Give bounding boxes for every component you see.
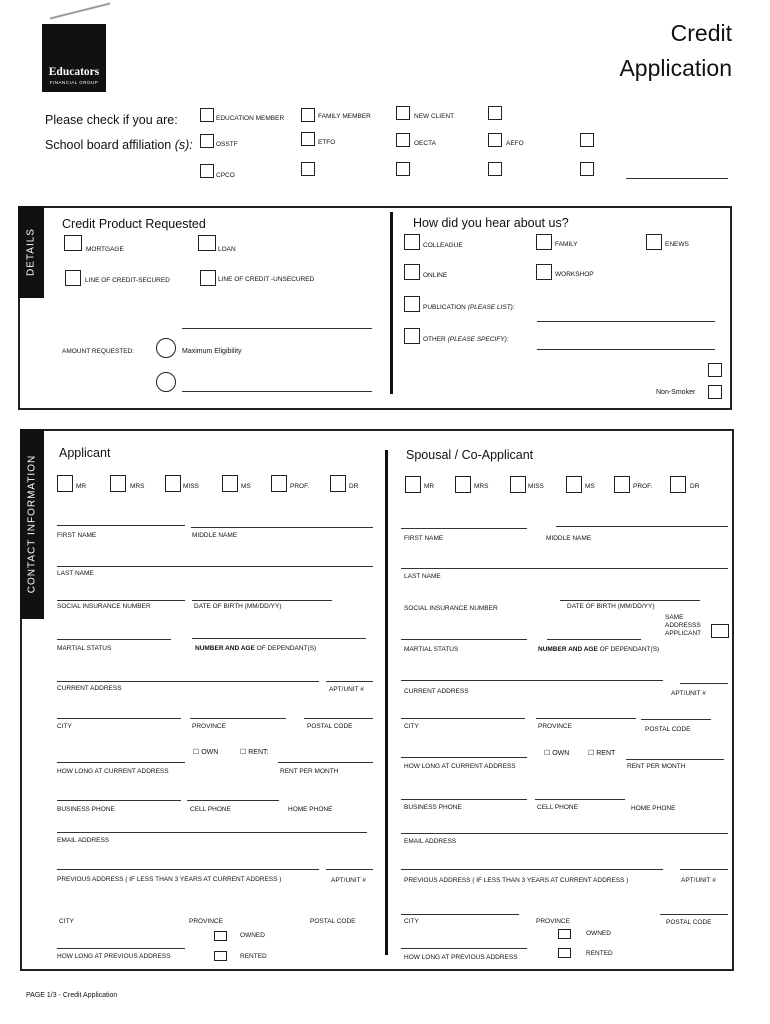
logo-subtitle: FINANCIAL GROUP [49,80,99,85]
spouse-mrs-checkbox[interactable] [455,476,471,493]
applicant-how-long-previous-line[interactable] [57,948,185,949]
applicant-last-name-label: LAST NAME [57,570,94,577]
online-checkbox[interactable] [404,264,420,280]
spouse-dependants-label: NUMBER AND AGE OF DEPENDANT(S) [538,646,660,653]
spouse-rent-option[interactable]: ☐ RENT [588,750,616,757]
applicant-email-label: EMAIL ADDRESS [57,837,110,844]
spouse-miss-label: MISS [528,483,544,490]
spouse-home-phone-label: HOME PHONE [631,805,676,812]
extra-checkbox[interactable] [488,106,502,120]
details-divider [390,212,393,394]
applicant-first-name-line[interactable] [57,525,185,526]
page-footer: PAGE 1/3 - Credit Application [26,992,118,999]
applicant-how-long-previous-label: HOW LONG AT PREVIOUS ADDRESS [57,953,171,960]
page-title-line2: Application [619,55,732,81]
applicant-ms-label: MS [241,483,251,490]
spouse-previous-city-label: CITY [404,918,419,925]
non-smoker-checkbox[interactable] [708,385,722,399]
aefo-checkbox[interactable] [488,133,502,147]
educators-logo [42,24,106,92]
affiliation-other-line[interactable] [626,178,728,179]
spouse-dr-checkbox[interactable] [670,476,686,493]
contact-tab: CONTACT INFORMATION [20,429,44,619]
applicant-rented-checkbox[interactable] [214,951,227,961]
hear-title: How did you hear about us? [413,216,569,230]
spouse-previous-province-label: PROVINCE [536,918,570,925]
same-address-checkbox[interactable] [711,624,729,638]
education-member-label: EDUCATION MEMBER [216,115,285,122]
spouse-postal-label: POSTAL CODE [645,726,691,733]
spouse-last-name-label: LAST NAME [404,573,441,580]
page-title-line1: Credit [670,20,732,46]
applicant-city-line[interactable] [57,718,181,719]
details-panel [18,206,732,410]
applicant-marital-label: MARTIAL STATUS [57,645,112,652]
spouse-owned-checkbox[interactable] [558,929,571,939]
loc-secured-label: LINE OF CREDIT-SECURED [85,277,170,284]
spouse-cell-phone-label: CELL PHONE [537,804,578,811]
spouse-prof-checkbox[interactable] [614,476,630,493]
applicant-mr-label: MR [76,483,87,490]
new-client-label: NEW CLIENT [414,113,455,120]
applicant-city-label: CITY [57,723,72,730]
applicant-province-line[interactable] [190,718,286,719]
applicant-miss-label: MISS [183,483,199,490]
non-smoker-label: Non-Smoker [656,389,696,396]
applicant-apt-label: APT/UNIT # [329,686,364,693]
applicant-title: Applicant [59,446,111,460]
cpco-label: CPCO [216,172,235,179]
applicant-previous-address-line[interactable] [57,869,319,870]
other-checkbox[interactable] [404,328,420,344]
max-eligibility-label: Maximum Eligibility [182,348,242,355]
spouse-dob-label: DATE OF BIRTH (MM/DD/YY) [567,603,655,610]
loc-unsecured-checkbox[interactable] [200,270,216,286]
applicant-business-phone-line[interactable] [57,800,181,801]
education-member-checkbox[interactable] [200,108,214,122]
colleague-label: COLLEAGUE [423,242,463,249]
spouse-last-name-line[interactable] [401,568,728,569]
family-label: FAMILY [555,241,578,248]
spouse-rent-per-month-label: RENT PER MONTH [627,763,686,770]
loan-checkbox[interactable] [198,235,216,251]
family-member-checkbox[interactable] [301,108,315,122]
applicant-own-option[interactable]: ☐ OWN [193,749,219,756]
enews-label: ENEWS [665,241,689,248]
mortgage-checkbox[interactable] [64,235,82,251]
applicant-middle-name-label: MIDDLE NAME [192,532,238,539]
spouse-previous-apt-label: APT/UNIT # [681,877,716,884]
publication-checkbox[interactable] [404,296,420,312]
spouse-province-label: PROVINCE [538,723,572,730]
spouse-sin-label: SOCIAL INSURANCE NUMBER [404,605,498,612]
applicant-business-phone-label: BUSINESS PHONE [57,806,115,813]
spouse-rented-checkbox[interactable] [558,948,571,958]
spouse-rented-label: RENTED [586,950,613,957]
applicant-previous-address-label: PREVIOUS ADDRESS ( IF LESS THAN 3 YEARS AT CURRENT ADDRESS ) [57,876,282,883]
spouse-middle-name-line[interactable] [556,526,728,527]
affiliation-extra-checkbox-5[interactable] [580,162,594,176]
applicant-dr-checkbox[interactable] [330,475,346,492]
applicant-owned-checkbox[interactable] [214,931,227,941]
amount-radio[interactable] [156,372,176,392]
applicant-dr-label: DR [349,483,359,490]
applicant-current-address-label: CURRENT ADDRESS [57,685,122,692]
max-eligibility-radio[interactable] [156,338,176,358]
affiliation-extra-checkbox-4[interactable] [488,162,502,176]
applicant-apt-line[interactable] [326,681,373,682]
affiliation-extra-checkbox-3[interactable] [396,162,410,176]
online-label: ONLINE [423,272,448,279]
spouse-mrs-label: MRS [474,483,489,490]
applicant-previous-apt-label: APT/UNIT # [331,877,366,884]
amount-label: AMOUNT REQUESTED: [62,348,135,355]
oecta-label: OECTA [414,140,436,147]
colleague-checkbox[interactable] [404,234,420,250]
applicant-dependants-line[interactable] [192,638,366,639]
applicant-how-long-label: HOW LONG AT CURRENT ADDRESS [57,768,169,775]
applicant-ms-checkbox[interactable] [222,475,238,492]
applicant-email-line[interactable] [57,832,367,833]
enews-checkbox[interactable] [646,234,662,250]
extra-details-checkbox[interactable] [708,363,722,377]
applicant-sin-line[interactable] [57,600,185,601]
spouse-rent-line[interactable] [626,759,724,760]
contact-divider [385,450,388,955]
applicant-rent-per-month-label: RENT PER MONTH [280,768,339,775]
applicant-first-name-label: FIRST NAME [57,532,97,539]
spouse-city-line[interactable] [401,718,525,719]
applicant-rent-line[interactable] [278,762,373,763]
check-label: Please check if you are: [45,113,178,127]
mortgage-label: MORTGAGE [86,246,124,253]
applicant-last-name-line[interactable] [57,566,373,567]
same-address-label: SAME ADDRESSS APPLICANT [665,614,702,637]
spouse-own-option[interactable]: ☐ OWN [544,750,570,757]
applicant-prof-label: PROF. [290,483,310,490]
family-checkbox[interactable] [536,234,552,250]
osstf-checkbox[interactable] [200,134,214,148]
spouse-email-label: EMAIL ADDRESS [404,838,457,845]
spouse-ms-label: MS [585,483,595,490]
applicant-home-phone-label: HOME PHONE [288,806,333,813]
amount-line[interactable] [182,328,372,329]
spouse-prof-label: PROF. [633,483,653,490]
applicant-miss-checkbox[interactable] [165,475,181,492]
aefo-label: AEFO [506,140,524,147]
applicant-cell-phone-line[interactable] [187,800,279,801]
loan-label: LOAN [218,246,236,253]
spouse-current-address-label: CURRENT ADDRESS [404,688,469,695]
applicant-middle-name-line[interactable] [191,527,373,528]
osstf-label: OSSTF [216,141,238,148]
applicant-marital-line[interactable] [57,639,171,640]
other-line[interactable] [537,349,715,350]
spouse-previous-postal-label: POSTAL CODE [666,919,712,926]
applicant-rented-label: RENTED [240,953,267,960]
loc-secured-checkbox[interactable] [65,270,81,286]
other-label: OTHER (PLEASE SPECIFY): [423,336,509,343]
spouse-how-long-previous-line[interactable] [401,948,527,949]
spouse-marital-label: MARTIAL STATUS [404,646,459,653]
applicant-mrs-checkbox[interactable] [110,475,126,492]
applicant-dob-line[interactable] [192,600,332,601]
amount-specify-line[interactable] [182,391,372,392]
spouse-mr-label: MR [424,483,435,490]
applicant-previous-province-label: PROVINCE [189,918,223,925]
applicant-prof-checkbox[interactable] [271,475,287,492]
publication-label: PUBLICATION (PLEASE LIST): [423,304,515,311]
applicant-mrs-label: MRS [130,483,145,490]
workshop-checkbox[interactable] [536,264,552,280]
spouse-dob-line[interactable] [560,600,700,601]
applicant-postal-label: POSTAL CODE [307,723,353,730]
logo-page-corner [50,3,110,40]
logo-name: Educators [48,66,100,78]
spouse-previous-address-line[interactable] [401,869,663,870]
spouse-title: Spousal / Co-Applicant [406,448,534,462]
spouse-city-label: CITY [404,723,419,730]
new-client-checkbox[interactable] [396,106,410,120]
affiliation-extra-checkbox-1[interactable] [580,133,594,147]
spouse-business-phone-label: BUSINESS PHONE [404,804,462,811]
affiliation-label: School board affiliation (s): [45,138,193,152]
spouse-marital-line[interactable] [401,639,527,640]
applicant-previous-city-label: CITY [59,918,74,925]
spouse-previous-city-line[interactable] [401,914,519,915]
spouse-postal-line[interactable] [641,719,711,720]
applicant-owned-label: OWNED [240,932,265,939]
contact-panel [20,429,734,971]
publication-line[interactable] [537,321,715,322]
spouse-dr-label: DR [690,483,700,490]
spouse-business-phone-line[interactable] [401,799,527,800]
workshop-label: WORKSHOP [555,271,594,278]
applicant-previous-postal-label: POSTAL CODE [310,918,356,925]
spouse-previous-postal-line[interactable] [660,914,728,915]
applicant-cell-phone-label: CELL PHONE [190,806,231,813]
applicant-current-address-line[interactable] [57,681,319,682]
details-tab: DETAILS [18,206,44,298]
spouse-province-line[interactable] [536,718,636,719]
product-title: Credit Product Requested [62,217,206,231]
family-member-label: FAMILY MEMBER [318,113,371,120]
applicant-dependants-label: NUMBER AND AGE OF DEPENDANT(S) [195,645,317,652]
affiliation-extra-checkbox-2[interactable] [301,162,315,176]
spouse-apt-line[interactable] [680,683,728,684]
applicant-rent-option[interactable]: ☐ RENT: [240,749,269,756]
spouse-mr-checkbox[interactable] [405,476,421,493]
spouse-owned-label: OWNED [586,930,611,937]
applicant-postal-line[interactable] [304,718,373,719]
applicant-sin-label: SOCIAL INSURANCE NUMBER [57,603,151,610]
spouse-middle-name-label: MIDDLE NAME [546,535,592,542]
applicant-province-label: PROVINCE [192,723,226,730]
applicant-mr-checkbox[interactable] [57,475,73,492]
spouse-how-long-line[interactable] [401,757,527,758]
spouse-cell-phone-line[interactable] [535,799,625,800]
cpco-checkbox[interactable] [200,164,214,178]
spouse-previous-apt-line[interactable] [680,869,728,870]
etfo-label: ETFO [318,139,336,146]
spouse-apt-label: APT/UNIT # [671,690,706,697]
spouse-first-name-line[interactable] [401,528,527,529]
spouse-previous-address-label: PREVIOUS ADDRESS ( IF LESS THAN 3 YEARS AT CURRENT ADDRESS ) [404,877,629,884]
spouse-dependants-line[interactable] [547,639,641,640]
oecta-checkbox[interactable] [396,133,410,147]
applicant-previous-apt-line[interactable] [326,869,373,870]
spouse-first-name-label: FIRST NAME [404,535,444,542]
spouse-email-line[interactable] [401,833,728,834]
spouse-miss-checkbox[interactable] [510,476,526,493]
applicant-how-long-line[interactable] [57,762,185,763]
etfo-checkbox[interactable] [301,132,315,146]
spouse-how-long-label: HOW LONG AT CURRENT ADDRESS [404,763,516,770]
loc-unsecured-label: LINE OF CREDIT -UNSECURED [218,276,315,283]
spouse-ms-checkbox[interactable] [566,476,582,493]
spouse-how-long-previous-label: HOW LONG AT PREVIOUS ADDRESS [404,954,518,961]
applicant-dob-label: DATE OF BIRTH (MM/DD/YY) [194,603,282,610]
spouse-current-address-line[interactable] [401,680,663,681]
